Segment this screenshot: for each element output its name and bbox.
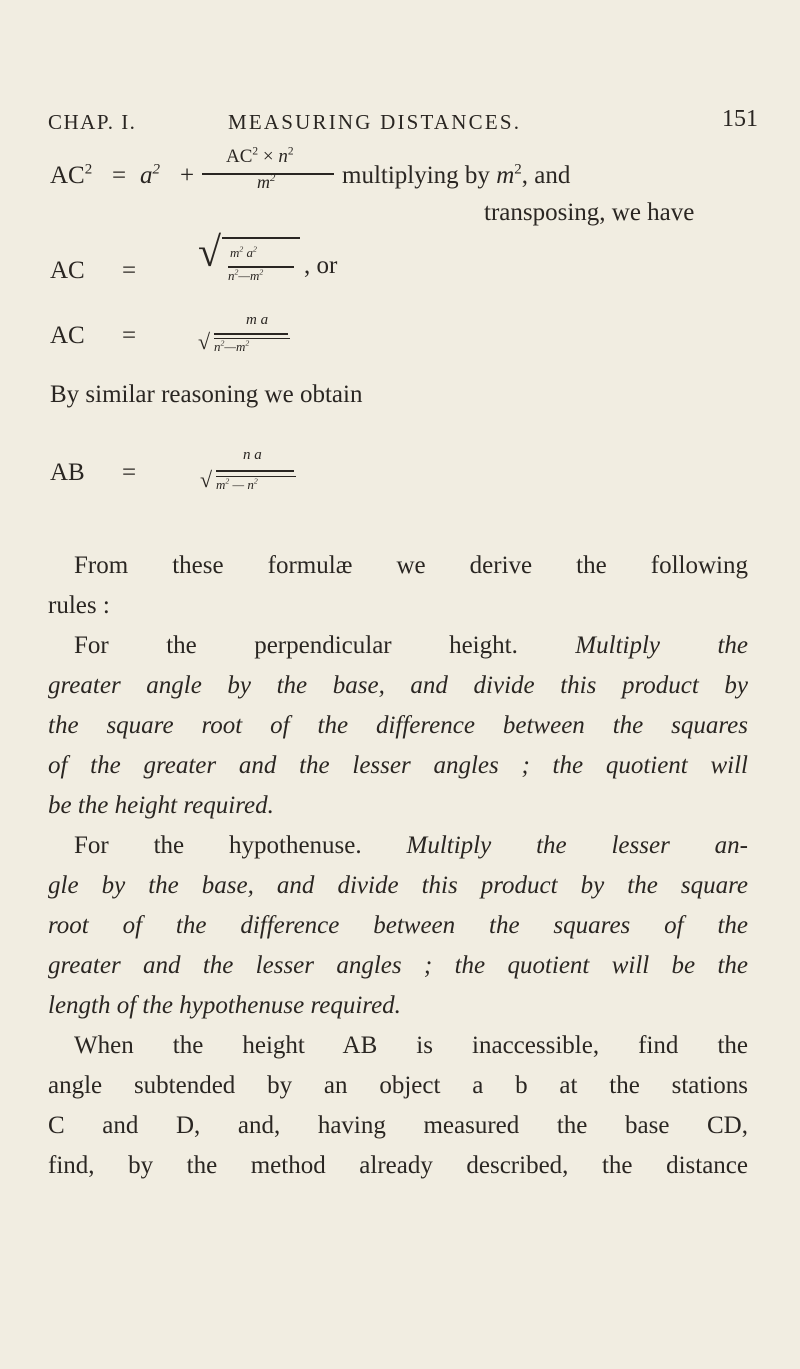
formula-text: transposing, we have bbox=[484, 199, 695, 226]
radical-sign: √ bbox=[200, 467, 213, 492]
formula-text: multiplying by bbox=[342, 162, 490, 189]
page-number: 151 bbox=[722, 106, 758, 132]
intro-line: By similar reasoning we obtain bbox=[50, 381, 363, 408]
exponent: 2 bbox=[239, 244, 244, 254]
variable: m bbox=[230, 245, 240, 260]
exponent: 2 bbox=[270, 172, 276, 184]
text-line: From these formulæ we derive the following bbox=[74, 552, 748, 579]
equals-sign: = bbox=[122, 322, 137, 349]
text-line: root of the difference between the squares of the bbox=[48, 912, 748, 939]
exponent: 2 bbox=[225, 476, 230, 486]
formula-lhs: AC bbox=[50, 162, 85, 189]
text-line: gle by the base, and divide this product by the square bbox=[48, 872, 748, 899]
variable: n bbox=[228, 268, 235, 283]
numerator: AC bbox=[226, 146, 253, 167]
exponent: 2 bbox=[220, 338, 225, 348]
variable: a bbox=[246, 245, 254, 260]
text-line: greater angle by the base, and divide this product by bbox=[48, 672, 748, 699]
text-line: the square root of the difference between the squares bbox=[48, 712, 748, 739]
text-line: angle subtended by an object a b at the stations bbox=[48, 1072, 748, 1099]
plus-sign: + bbox=[180, 162, 195, 189]
formula-text: , or bbox=[304, 252, 338, 279]
numerator: m a bbox=[246, 312, 269, 328]
rule-lead: For the perpendicular height. bbox=[74, 632, 518, 659]
variable: a bbox=[140, 162, 153, 189]
variable: n bbox=[278, 146, 288, 167]
numerator: n a bbox=[243, 447, 262, 463]
variable: n bbox=[214, 339, 221, 354]
exponent: 2 bbox=[253, 244, 257, 254]
exponent: 2 bbox=[287, 145, 294, 158]
formula-lhs: AC bbox=[50, 322, 85, 349]
chapter-label: CHAP. I. bbox=[48, 110, 137, 134]
fraction-bar bbox=[214, 333, 288, 335]
fraction-bar bbox=[216, 470, 294, 472]
radical-sign: √ bbox=[198, 329, 211, 354]
text-line: When the height AB is inaccessible, find the bbox=[74, 1032, 748, 1059]
minus-sign: — bbox=[232, 477, 245, 492]
text-line: find, by the method already described, the distance bbox=[48, 1152, 748, 1179]
variable: m bbox=[249, 268, 260, 283]
minus-sign: — bbox=[238, 268, 250, 283]
variable: n bbox=[247, 477, 254, 492]
exponent: 2 bbox=[514, 161, 522, 178]
radical-sign: √ bbox=[198, 230, 222, 276]
radical-bar bbox=[222, 237, 300, 239]
rule-text: Multiply the lesser an- bbox=[406, 832, 748, 859]
exponent: 2 bbox=[234, 267, 239, 277]
text-line: rules : bbox=[48, 592, 110, 619]
denominator: m bbox=[257, 172, 270, 192]
text-line: length of the hypothenuse required. bbox=[48, 992, 401, 1019]
variable: m bbox=[216, 477, 226, 492]
text-line: be the height required. bbox=[48, 792, 274, 819]
formula-lhs: AC bbox=[50, 257, 85, 284]
formula-text: , and bbox=[521, 162, 571, 189]
equals-sign: = bbox=[122, 459, 137, 486]
text-line: C and D, and, having measured the base CD, bbox=[48, 1112, 748, 1139]
minus-sign: — bbox=[224, 339, 236, 354]
text-line: greater and the lesser angles ; the quotient will be the bbox=[48, 952, 748, 979]
running-title: MEASURING DISTANCES. bbox=[228, 110, 522, 134]
rule-text: Multiply the bbox=[575, 632, 749, 659]
exponent: 2 bbox=[252, 145, 259, 158]
times-sign: × bbox=[262, 146, 274, 167]
formula-lhs: AB bbox=[50, 459, 85, 486]
text-line bbox=[48, 626, 748, 666]
text-line: of the greater and the lesser angles ; the quotient will bbox=[48, 752, 748, 779]
exponent: 2 bbox=[245, 338, 250, 348]
text-line bbox=[48, 826, 748, 866]
rule-lead: For the hypothenuse. bbox=[74, 832, 362, 859]
equals-sign: = bbox=[112, 162, 127, 189]
exponent: 2 bbox=[84, 161, 93, 178]
equals-sign: = bbox=[122, 257, 137, 284]
variable: m bbox=[235, 339, 246, 354]
exponent: 2 bbox=[152, 161, 160, 178]
variable: m bbox=[496, 162, 515, 189]
exponent: 2 bbox=[259, 267, 264, 277]
body-text bbox=[48, 546, 748, 1186]
exponent: 2 bbox=[253, 476, 258, 486]
